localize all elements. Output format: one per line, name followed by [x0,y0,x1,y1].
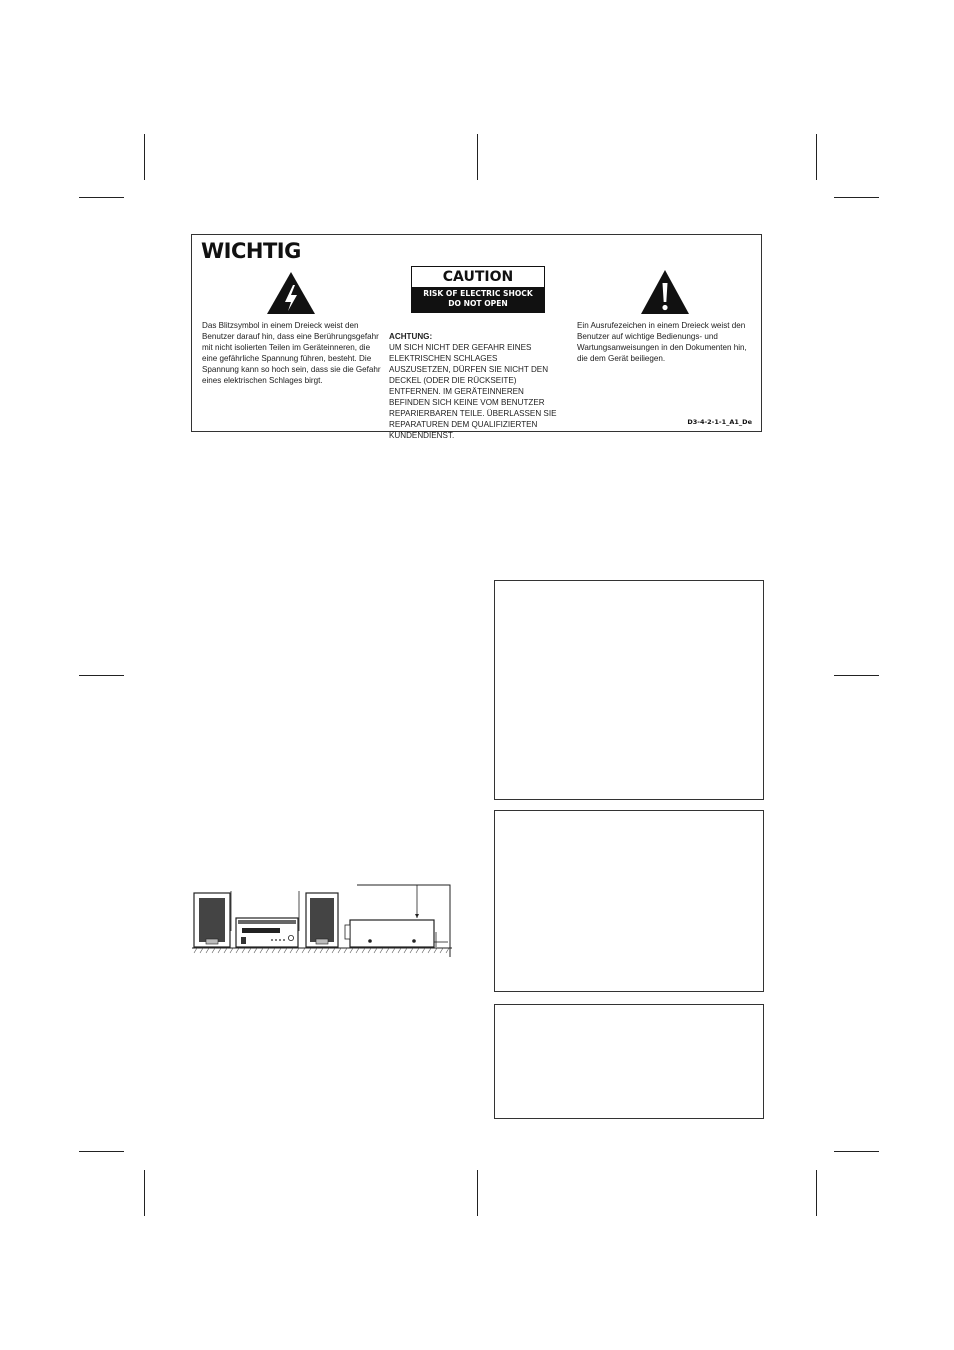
speaker-right-icon [306,893,338,947]
crop-mark [144,1170,145,1216]
crop-mark [834,1151,879,1152]
document-code: D3-4-2-1-1_A1_De [687,418,752,426]
crop-mark [834,197,879,198]
empty-frame-bottom [494,1004,764,1119]
crop-mark [816,1170,817,1216]
crop-mark [144,134,145,180]
exclamation-triangle-icon [640,269,690,315]
lightning-triangle-icon [266,271,316,315]
caution-label [411,266,545,313]
warning-title: WICHTIG [201,239,301,263]
crop-mark [816,134,817,180]
empty-frame-middle [494,810,764,992]
empty-frame-top [494,580,764,800]
crop-mark [834,675,879,676]
achtung-notice [389,320,569,441]
crop-mark [79,197,124,198]
lightning-symbol-explanation: Das Blitzsymbol in einem Dreieck weist den Benutzer darauf hin, dass eine Berührungsgefahr mit nicht isolierten Teilen im Geräteinneren, die eine gefährliche Spannung führen, besteht. Die Spannung kann so hoch sein, dass sie die Gefahr eines elektrischen Schlages birgt. [202,321,381,385]
crop-mark [79,1151,124,1152]
crop-mark [79,675,124,676]
crop-mark [477,134,478,180]
achtung-heading: ACHTUNG: [389,332,433,341]
achtung-text: UM SICH NICHT DER GEFAHR EINES ELEKTRISCHEN SCHLAGES AUSZUSETZEN, DÜRFEN SIE NICHT DEN DECKEL (ODER DIE RÜCKSEITE) ENTFERNEN. IM GERÄTEINNEREN BEFINDEN SICH KEINE VOM BENUTZER REPARIERBAREN TEILE. ÜBERLASSEN SIE REPARATUREN DEM QUALIFIZIERTEN KUNDENDIENST. [389,343,557,440]
caution-subtitle: RISK OF ELECTRIC SHOCK DO NOT OPEN [412,287,544,312]
amplifier-unit-icon [345,920,448,947]
installation-illustration [192,881,456,959]
receiver-unit-icon [236,918,298,947]
crop-mark [477,1170,478,1216]
safety-warning-box [191,234,762,440]
floor-line [192,948,452,953]
exclamation-symbol-explanation: Ein Ausrufezeichen in einem Dreieck weist den Benutzer auf wichtige Bedienungs- und Wartungsanweisungen in den Dokumenten hin, die dem Gerät beiliegen. [577,321,747,363]
caution-title: CAUTION [442,269,514,285]
speaker-left-icon [194,893,230,947]
